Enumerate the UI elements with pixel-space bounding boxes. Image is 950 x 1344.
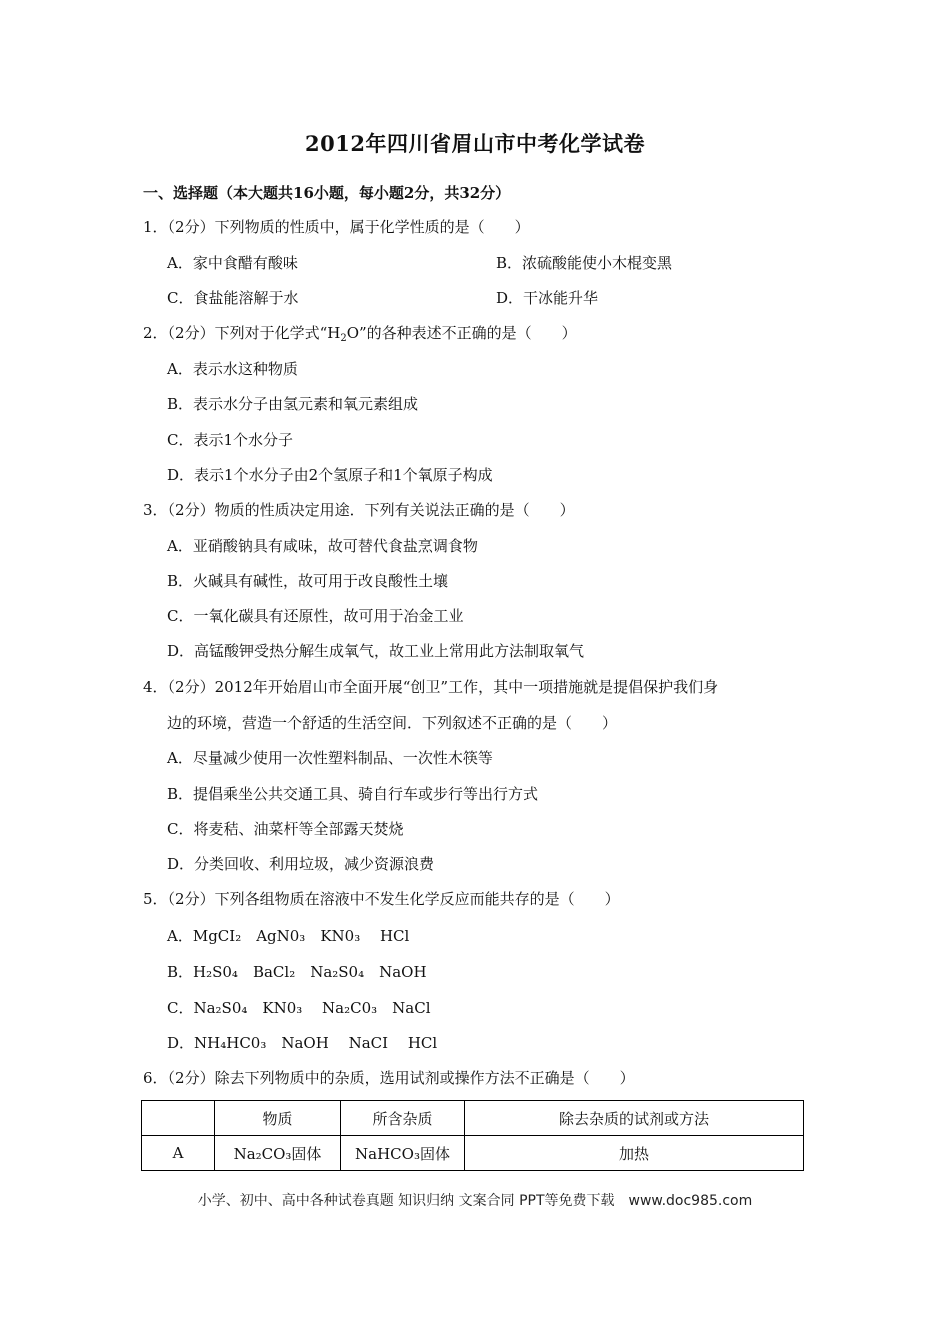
question-4-option-a: A．尽量减少使用一次性塑料制品、一次性木筷等 (167, 749, 493, 767)
question-5-option-c: C．Na₂S0₄ KN0₃ Na₂C0₃ NaCl (167, 999, 431, 1017)
question-5-option-a: A．MgCI₂ AgN0₃ KN0₃ HCl (167, 927, 410, 945)
table-cell: NaHCO₃固体 (341, 1136, 465, 1171)
question-1-stem: 1．（2分）下列物质的性质中，属于化学性质的是（ ） (143, 218, 530, 236)
question-1-option-d: D．干冰能升华 (496, 289, 599, 307)
table-cell: 加热 (465, 1136, 804, 1171)
question-2-option-a: A．表示水这种物质 (167, 360, 298, 378)
table-row (142, 1136, 804, 1171)
question-3-stem: 3．（2分）物质的性质决定用途．下列有关说法正确的是（ ） (143, 501, 575, 519)
question-1-option-a: A．家中食醋有酸味 (167, 254, 298, 272)
question-4-option-c: C．将麦秸、油菜杆等全部露天焚烧 (167, 820, 404, 838)
question-5-option-d: D．NH₄HC0₃ NaOH NaCI HCl (167, 1034, 438, 1052)
question-3-option-b: B．火碱具有碱性，故可用于改良酸性土壤 (167, 572, 449, 590)
question-3-option-a: A．亚硝酸钠具有咸味，故可替代食盐烹调食物 (167, 537, 478, 555)
question-4-stem-line-2: 边的环境，营造一个舒适的生活空间．下列叙述不正确的是（ ） (167, 714, 618, 732)
page-title: 2012年四川省眉山市中考化学试卷 (305, 131, 645, 156)
question-5-stem: 5．（2分）下列各组物质在溶液中不发生化学反应而能共存的是（ ） (143, 890, 620, 908)
question-4-stem-line-1: 4．（2分）2012年开始眉山市全面开展“创卫”工作，其中一项措施就是提倡保护我们身 (143, 678, 719, 696)
question-4-option-d: D．分类回收、利用垃圾，减少资源浪费 (167, 855, 435, 873)
question-2-option-b: B．表示水分子由氢元素和氧元素组成 (167, 395, 419, 413)
table-header-cell (142, 1101, 215, 1136)
question-4-option-b: B．提倡乘坐公共交通工具、骑自行车或步行等出行方式 (167, 785, 539, 803)
question-2-stem-subscript: 2 (340, 333, 347, 344)
table-cell: Na₂CO₃固体 (215, 1136, 341, 1171)
question-2-stem-pre: 2．（2分）下列对于化学式“H (143, 324, 341, 342)
table-header-cell: 所含杂质 (341, 1101, 465, 1136)
question-1-option-c: C．食盐能溶解于水 (167, 289, 299, 307)
section-heading: 一、选择题（本大题共16小题，每小题2分，共32分） (143, 184, 511, 202)
table-header-row (142, 1101, 804, 1136)
table-cell: A (142, 1136, 215, 1171)
footer-text: 小学、初中、高中各种试卷真题 知识归纳 文案合同 PPT等免费下载 www.doc985.com (197, 1193, 753, 1209)
impurity-table (141, 1100, 804, 1171)
table-header-cell: 除去杂质的试剂或方法 (465, 1101, 804, 1136)
question-6-stem: 6．（2分）除去下列物质中的杂质，选用试剂或操作方法不正确是（ ） (143, 1069, 635, 1087)
question-5-option-b: B．H₂S0₄ BaCl₂ Na₂S0₄ NaOH (167, 963, 427, 981)
question-3-option-c: C．一氧化碳具有还原性，故可用于冶金工业 (167, 607, 464, 625)
question-2-stem-post: O”的各种表述不正确的是（ ） (346, 324, 577, 342)
table-header-cell: 物质 (215, 1101, 341, 1136)
question-2-option-d: D．表示1个水分子由2个氢原子和1个氧原子构成 (167, 466, 493, 484)
question-2-option-c: C．表示1个水分子 (167, 431, 294, 449)
question-1-option-b: B．浓硫酸能使小木棍变黑 (496, 254, 673, 272)
question-2-stem (143, 323, 577, 349)
question-3-option-d: D．高锰酸钾受热分解生成氧气，故工业上常用此方法制取氧气 (167, 642, 585, 660)
